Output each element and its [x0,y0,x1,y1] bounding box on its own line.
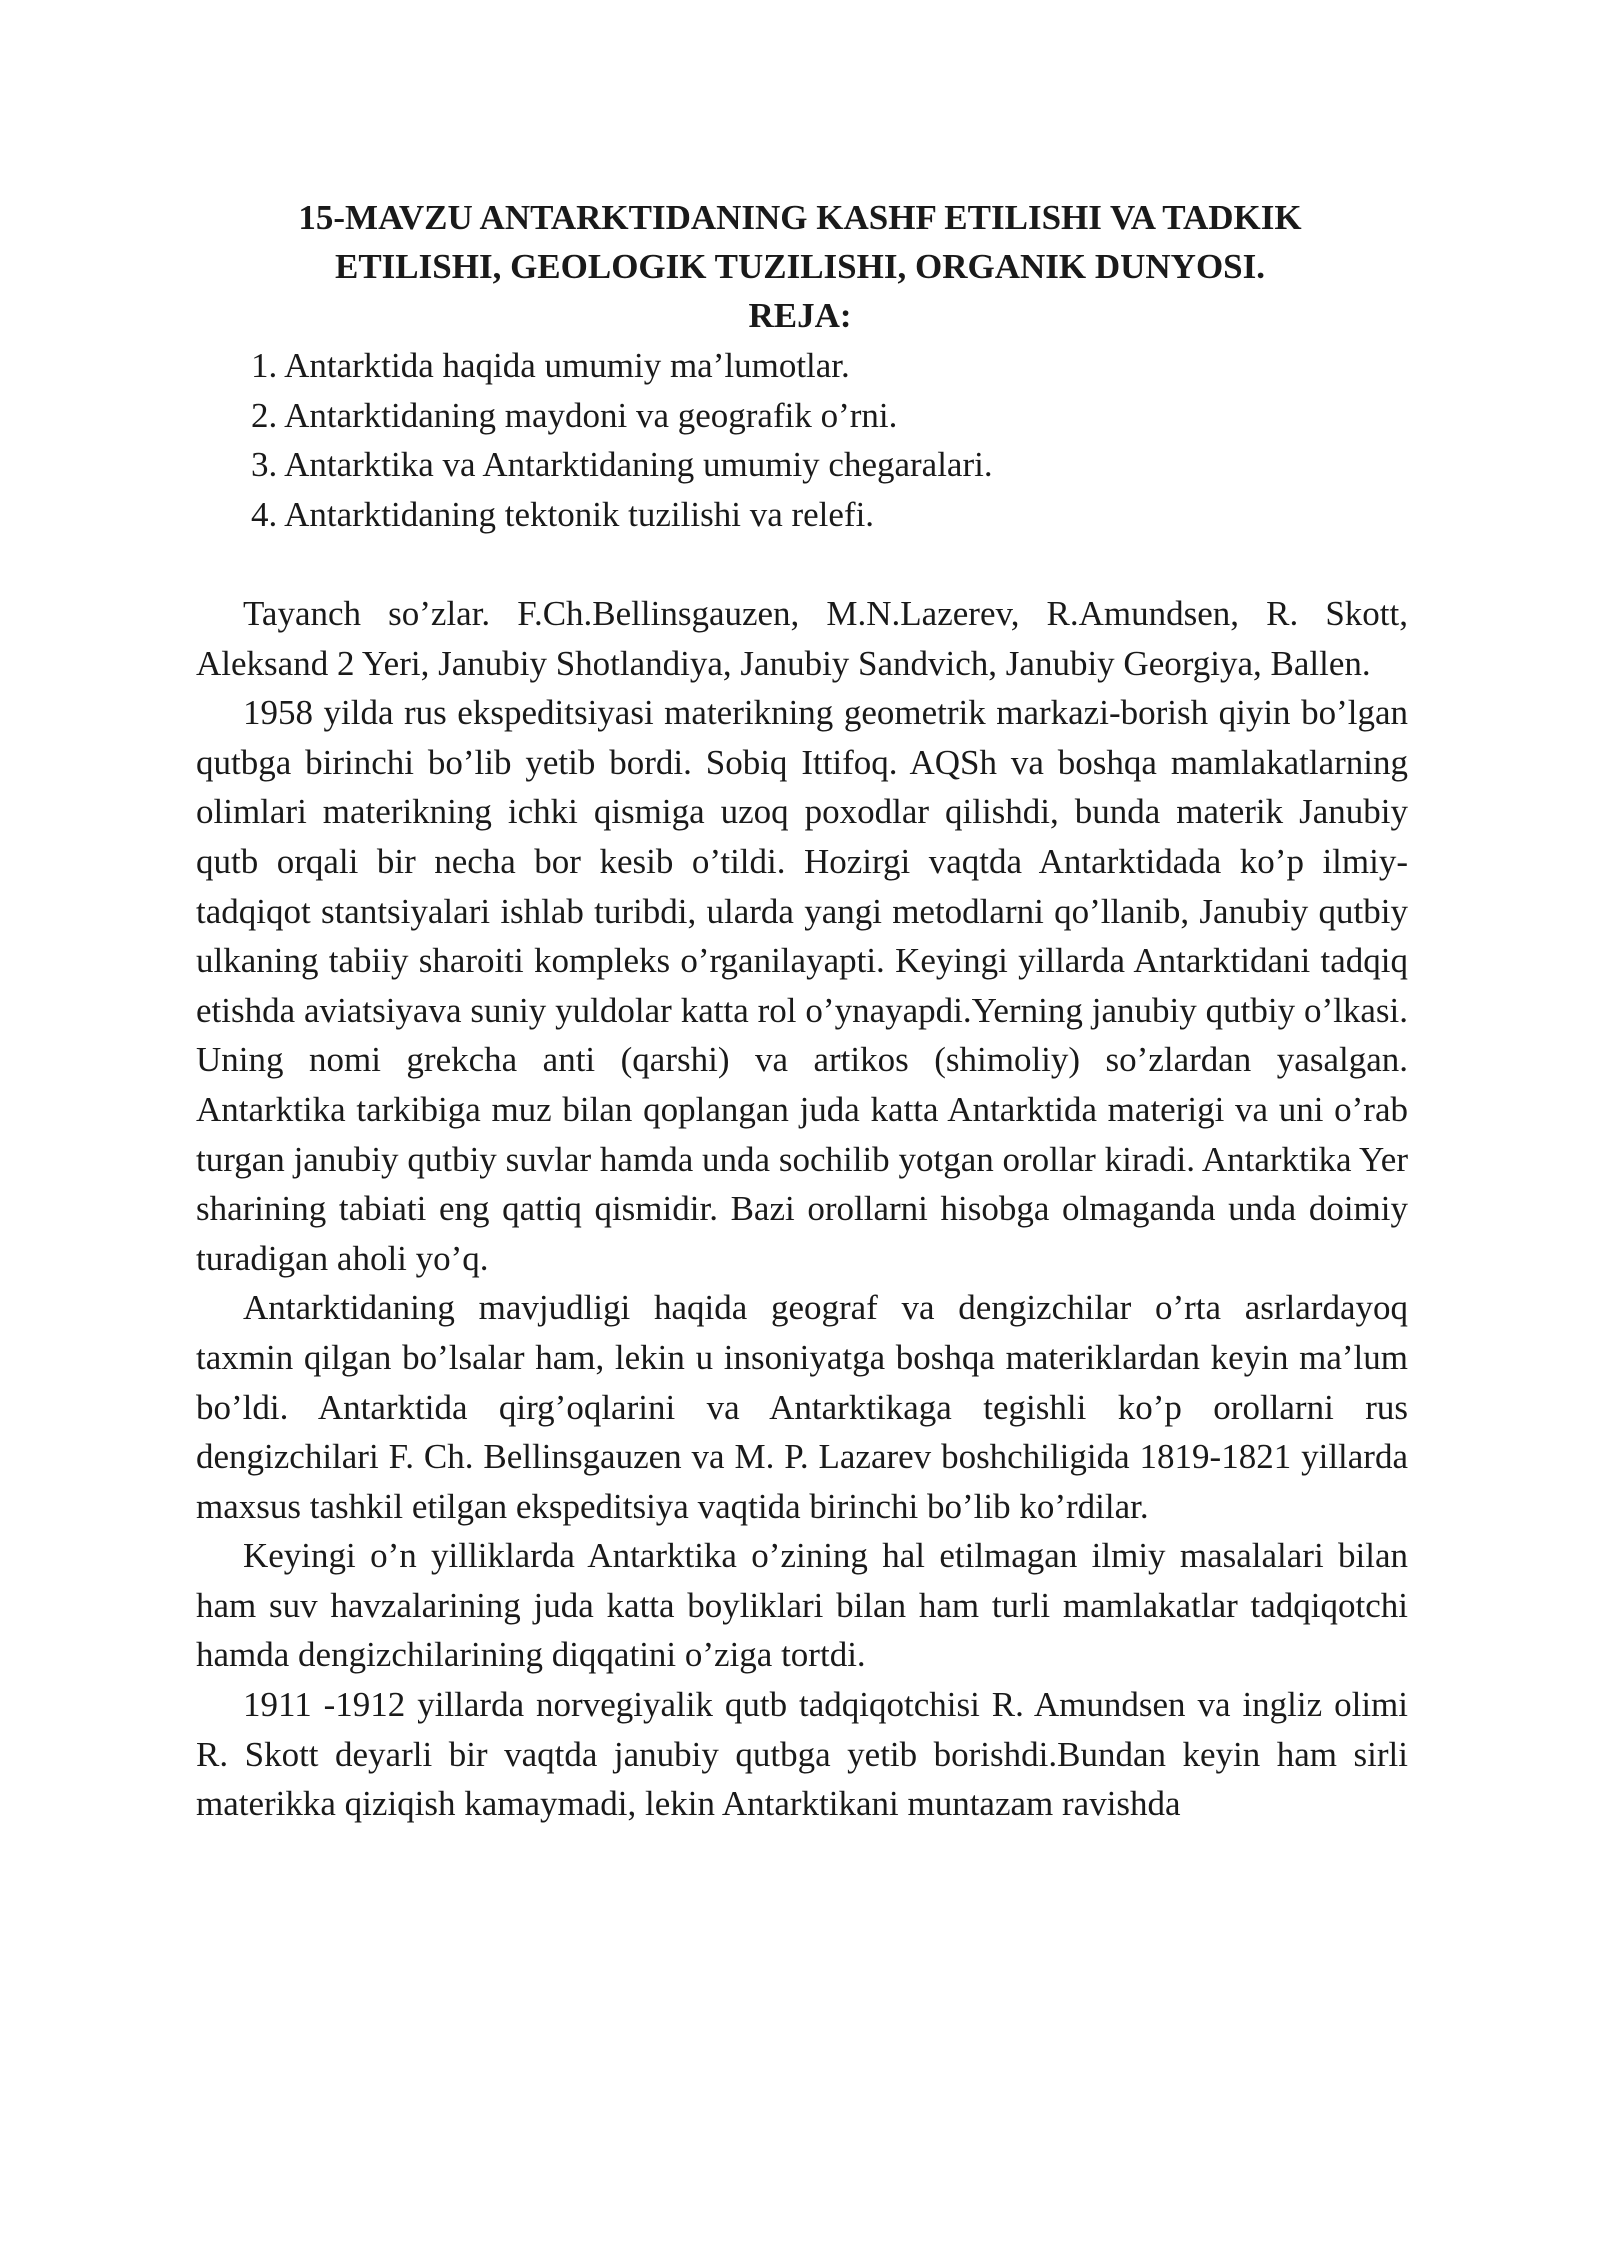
body-paragraph: 1911 -1912 yillarda norvegiyalik qutb tadqiqotchisi R. Amundsen va ingliz olimi R. Skott deyarli bir vaqtda janubiy qutbga yetib borishdi.Bundan keyin ham sirli materikka qiziqish kamaymadi, lekin Antarktikani muntazam ravishda [196,1685,1408,1824]
body-paragraph: Keyingi o’n yilliklarda Antarktika o’zining hal etilmagan ilmiy masalalari bilan ham suv havzalarining juda katta boyliklari bilan ham turli mamlakatlar tadqiqotchi hamda dengizchilarining diqqatini o’ziga tortdi. [196,1536,1408,1675]
document-heading [196,193,1404,340]
title-line-1: 15-MAVZU ANTARKTIDANING KASHF ETILISHI VA TADKIK [298,198,1302,237]
plan-heading: REJA: [748,296,852,335]
body-paragraph: 1958 yilda rus ekspeditsiyasi materikning geometrik markazi-borish qiyin bo’lgan qutbga birinchi bo’lib yetib bordi. Sobiq Ittifoq. AQSh va boshqa mamlakatlarning olimlari materikning ichki qismiga uzoq poxodlar qilishdi, bunda materik Janubiy qutb orqali bir necha bor kesib o’tildi. Hozirgi vaqtda Antarktidada ko’p ilmiy-tadqiqot stantsiyalari ishlab turibdi, ularda yangi metodlarni qo’llanib, Janubiy qutbiy ulkaning tabiiy sharoiti kompleks o’rganilayapti. Keyingi yillarda Antarktidani tadqiq etishda aviatsiyava suniy yuldolar katta rol o’ynayapdi.Yerning janubiy qutbiy o’lkasi. Uning nomi grekcha anti (qarshi) va artikos (shimoliy) so’zlardan yasalgan. Antarktika tarkibiga muz bilan qoplangan juda katta Antarktida materigi va uni o’rab turgan janubiy qutbiy suvlar hamda unda sochilib yotgan orollar kiradi. Antarktika Yer sharining tabiati eng qattiq qismidir. Bazi orollarni hisobga olmaganda unda doimiy turadigan aholi yo’q. [196,693,1408,1278]
body-paragraph: Antarktidaning mavjudligi haqida geograf va dengizchilar o’rta asrlardayoq taxmin qilgan bo’lsalar ham, lekin u insoniyatga boshqa materiklardan keyin ma’lum bo’ldi. Antarktida qirg’oqlarini va Antarktikaga tegishli ko’p orollarni rus dengizchilari F. Ch. Bellinsgauzen va M. P. Lazarev boshchiligida 1819-1821 yillarda maxsus tashkil etilgan ekspeditsiya vaqtida birinchi bo’lib ko’rdilar. [196,1288,1408,1526]
body-text [196,589,1408,1829]
plan-item: 2. Antarktidaning maydoni va geografik o’rni. [251,395,898,435]
title-line-2: ETILISHI, GEOLOGIK TUZILISHI, ORGANIK DUNYOSI. [334,247,1266,286]
plan-item: 3. Antarktika va Antarktidaning umumiy chegaralari. [251,445,993,484]
plan-list [196,341,1404,539]
plan-item: 1. Antarktida haqida umumiy ma’lumotlar. [251,346,850,385]
plan-item: 4. Antarktidaning tektonik tuzilishi va relefi. [251,494,875,534]
keywords-paragraph: Tayanch so’zlar. F.Ch.Bellinsgauzen, M.N.Lazerev, R.Amundsen, R. Skott, Aleksand 2 Yeri, Janubiy Shotlandiya, Janubiy Sandvich, Janubiy Georgiya, Ballen. [196,594,1408,683]
